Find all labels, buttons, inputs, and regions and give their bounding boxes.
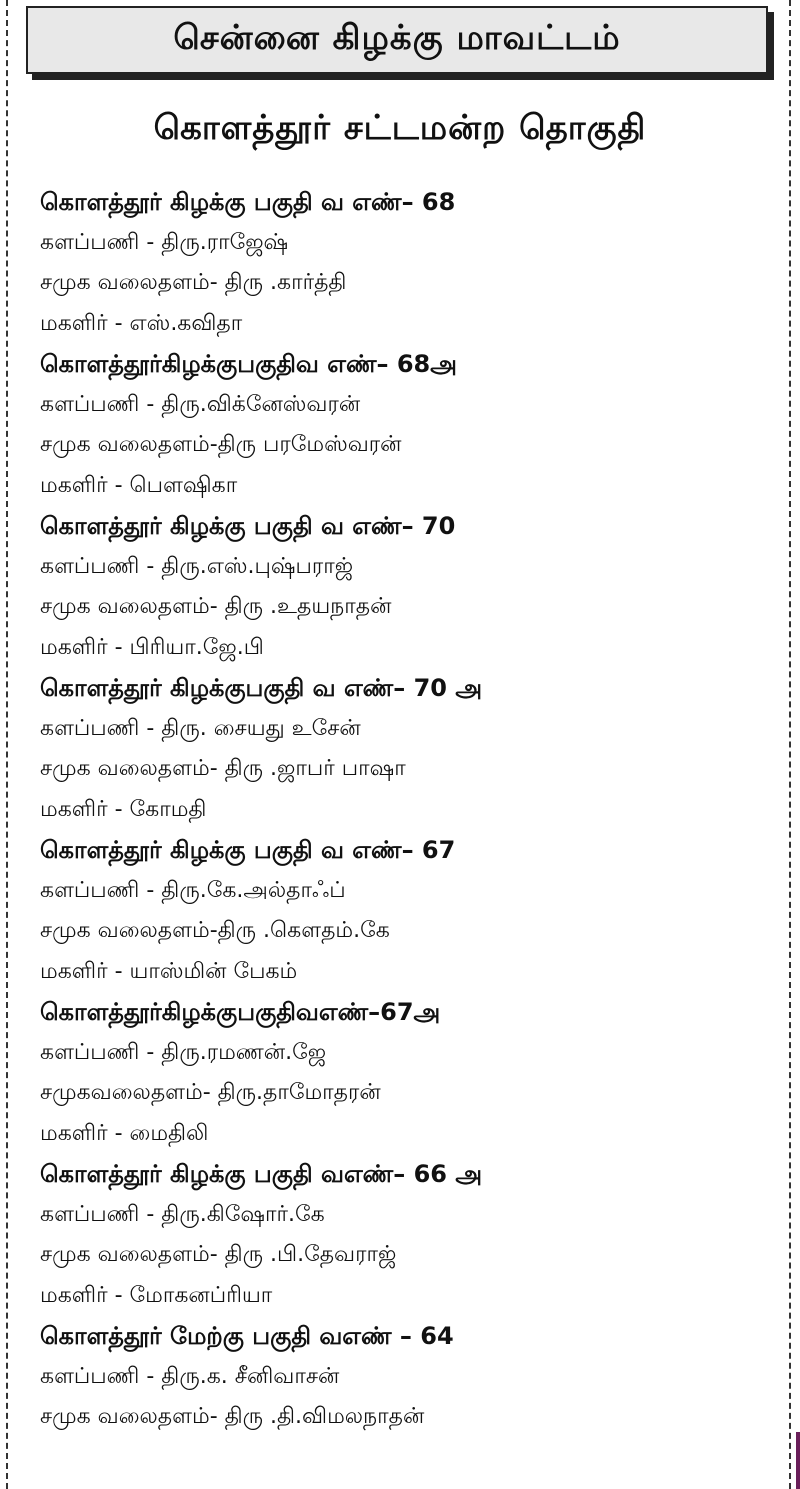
assignment-entry: மகளிர் - பௌஷிகா bbox=[40, 472, 238, 498]
assignment-entry: களப்பணி - திரு.கிஷோர்.கே bbox=[40, 1201, 325, 1227]
ward-heading: கொளத்தூர் கிழக்கு பகுதி வ எண்– 68 bbox=[40, 188, 456, 216]
assignment-entry: களப்பணி - திரு.விக்னேஸ்வரன் bbox=[40, 391, 361, 417]
assignment-entry: சமுக வலைதளம்- திரு .கார்த்தி bbox=[40, 270, 347, 295]
assignment-entry: மகளிர் - யாஸ்மின் பேகம் bbox=[40, 958, 298, 984]
district-title: சென்னை கிழக்கு மாவட்டம் bbox=[173, 18, 621, 58]
assignment-entry: சமுக வலைதளம்- திரு .பி.தேவராஜ் bbox=[40, 1242, 397, 1267]
assignment-entry: மகளிர் - மோகனப்ரியா bbox=[40, 1282, 273, 1308]
ward-heading: கொளத்தூர் கிழக்கு பகுதி வ எண்– 70 bbox=[40, 512, 456, 540]
assignment-entry: களப்பணி - திரு.ரமணன்.ஜே bbox=[40, 1039, 327, 1065]
left-dashed-border bbox=[6, 0, 8, 1489]
assignment-entry: களப்பணி - திரு. சையது உசேன் bbox=[40, 715, 361, 741]
ward-heading: கொளத்தூர்கிழக்குபகுதிவ எண்– 68அ bbox=[40, 350, 457, 378]
ward-heading: கொளத்தூர்கிழக்குபகுதிவஎண்–67அ bbox=[40, 998, 441, 1026]
assignment-entry: சமுக வலைதளம்- திரு .உதயநாதன் bbox=[40, 594, 392, 619]
assignment-entry: சமுக வலைதளம்-திரு .கௌதம்.கே bbox=[40, 918, 390, 943]
assignment-list bbox=[40, 182, 780, 1438]
ward-heading: கொளத்தூர் கிழக்குபகுதி வ எண்– 70 அ bbox=[40, 674, 482, 702]
ward-heading: கொளத்தூர் மேற்கு பகுதி வஎண் – 64 bbox=[40, 1322, 454, 1350]
assignment-entry: சமுகவலைதளம்- திரு.தாமோதரன் bbox=[40, 1080, 381, 1105]
assignment-entry: சமுக வலைதளம்-திரு பரமேஸ்வரன் bbox=[40, 432, 402, 457]
assignment-entry: களப்பணி - திரு.கே.அல்தாஃப் bbox=[40, 877, 346, 903]
ward-heading: கொளத்தூர் கிழக்கு பகுதி வஎண்– 66 அ bbox=[40, 1160, 482, 1188]
assignment-entry: களப்பணி - திரு.எஸ்.புஷ்பராஜ் bbox=[40, 553, 354, 579]
ward-heading: கொளத்தூர் கிழக்கு பகுதி வ எண்– 67 bbox=[40, 836, 456, 864]
district-header-box bbox=[26, 6, 768, 74]
right-dashed-border bbox=[789, 0, 791, 1489]
assignment-entry: மகளிர் - மைதிலி bbox=[40, 1120, 209, 1146]
assignment-entry: மகளிர் - கோமதி bbox=[40, 796, 207, 822]
page-edge-mark bbox=[796, 1432, 800, 1489]
assignment-entry: சமுக வலைதளம்- திரு .ஜாபர் பாஷா bbox=[40, 756, 406, 781]
assignment-entry: மகளிர் - பிரியா.ஜே.பி bbox=[40, 634, 264, 660]
constituency-title: கொளத்தூர் சட்டமன்ற தொகுதி bbox=[153, 108, 647, 148]
assignment-entry: களப்பணி - திரு.க. சீனிவாசன் bbox=[40, 1363, 340, 1389]
assignment-entry: மகளிர் - எஸ்.கவிதா bbox=[40, 310, 243, 336]
assignment-entry: களப்பணி - திரு.ராஜேஷ் bbox=[40, 229, 289, 255]
assignment-entry: சமுக வலைதளம்- திரு .தி.விமலநாதன் bbox=[40, 1404, 425, 1429]
